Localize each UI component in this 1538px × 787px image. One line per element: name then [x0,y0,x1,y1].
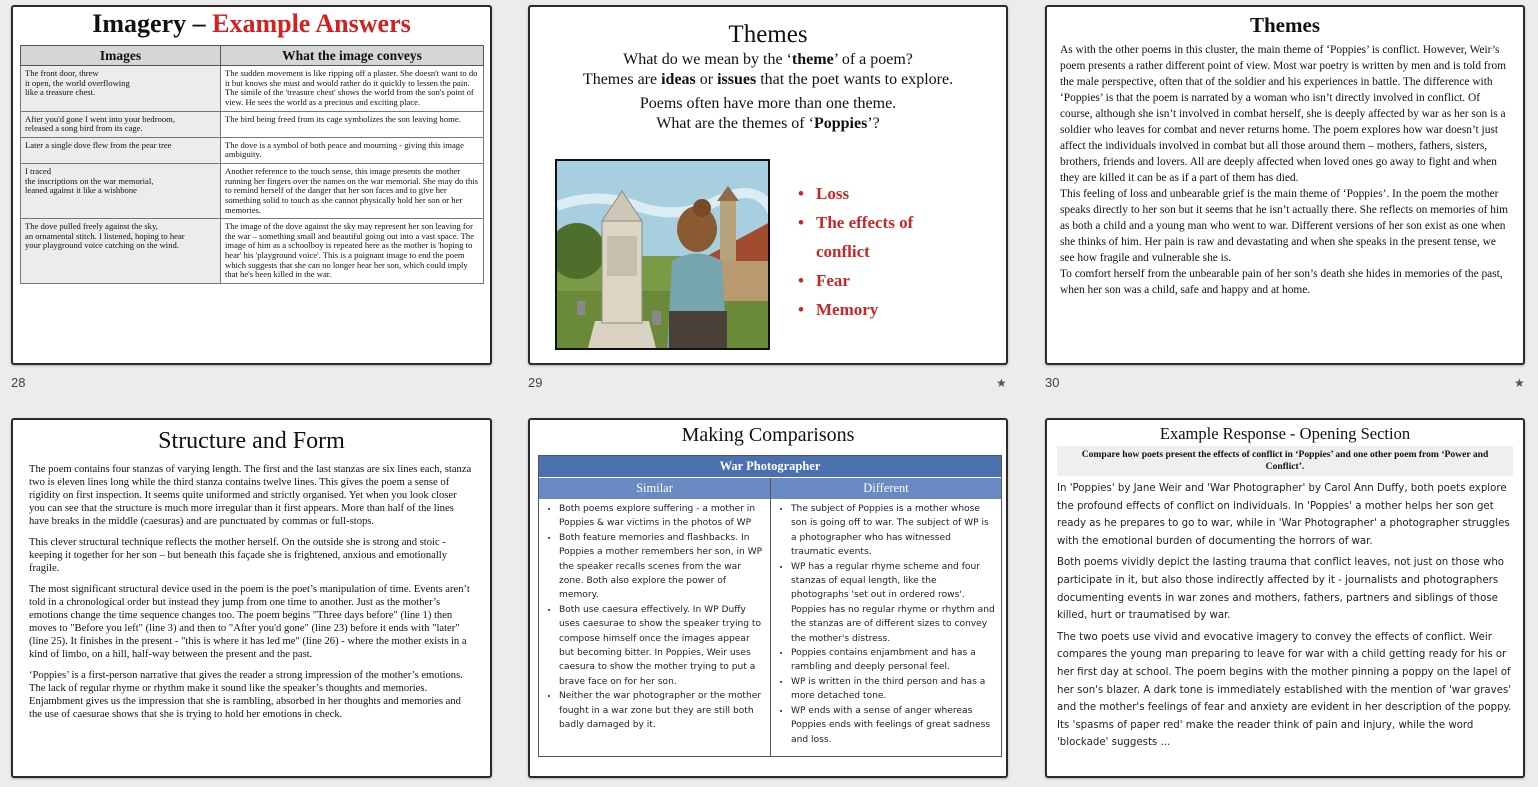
different-item: • The subject of Poppies is a mother whose son is going off to war. The subject of WP is a photographer who has witnessed traumatic events. [791,502,997,560]
paragraph: Both poems vividly depict the lasting trauma that conflict leaves, not just on those who participate in it, but also those indirectly affected by it - journalists and photographers documenting events in war zones and mothers, fathers, partners and siblings of those killed, hurt or traumatised by war. [1057,557,1505,622]
similar-item: • Both poems explore suffering - a mother in Poppies & war victims in the photos of WP [559,502,766,531]
paragraph: This feeling of loss and unbearable grief is the main theme of ‘Poppies’. In the poem the mother speaks directly to her son but it seems that he isn’t actually there. She reflects on memories of him as both a child and a young man who went to war. Different versions of her son exist as one when she thinks of him. Her pain is raw and devastating and when she speaks in the present tense, we see how fragile and vulnerable she is. [1060,188,1509,264]
image-meaning-cell: The bird being freed from its cage symbolizes the son leaving home. [221,111,484,137]
different-item: • Poppies contains enjambment and has a rambling and deeply personal feel. [791,646,997,675]
different-item: • WP ends with a sense of anger whereas Poppies ends with feelings of great sadness and loss. [791,704,997,747]
slide-32[interactable] [528,418,1008,778]
different-item: • WP is written in the third person and has a more detached tone. [791,675,997,704]
slide-number: 29 [528,375,543,390]
paragraph: The two poets use vivid and evocative imagery to convey the effects of conflict. Weir compares the young man preparing to leave for war with a child getting ready for his or her first day at school. The poem begins with the mother pinning a poppy on the lapel of her son's blazer. A dark tone is immediately established with the mention of 'war graves' and the mother's feelings of fear and anxiety are evident in her description of the poppy. Its 'spasms of paper red' make the reader think of pain and injury, while the word 'blockade' suggests ... [1057,631,1512,749]
table-row [21,111,484,137]
image-quote-cell: Later a single dove flew from the pear tree [21,137,221,163]
different-column [770,478,1001,756]
paragraph: As with the other poems in this cluster, the main theme of ‘Poppies’ is conflict. However, Weir’s poem presents a rather different point of view. Most war poetry is written by men and is told from the male perspective, often that of the soldier and his experiences in battle. The difference with ‘Poppies’ is that the poem is narrated by a woman who isn’t directly involved in conflict. Of course, although she isn’t involved in combat herself, she is deeply affected by war as her son is a soldier who leaves for combat and never returns home. The poem explores how war doesn’t just affect the individuals involved in combat but all those around them – mothers, fathers, sisters, brothers, friends and lovers. All are deeply affected when loved ones go away to fight and when they are killed it can be as if a part of them has died. [1060,44,1507,184]
theme-item: • The effects of conflict [798,208,946,266]
theme-item: • Memory [798,295,946,324]
column-header-images: Images [21,46,221,66]
image-meaning-cell: The sudden movement is like ripping off a plaster. She doesn't want to do it but knows she must and would rather do it quickly to lessen the pain. The simile of the 'treasure chest' shows the world from the son's point of view. He sees the world as a precious and exciting place. [221,66,484,112]
slide-title: Themes [1250,13,1320,37]
similar-item: • Neither the war photographer or the mother fought in a war zone but they are still both badly damaged by it. [559,689,766,732]
imagery-table-body [21,66,484,284]
response-text [1047,476,1523,752]
theme-item: • Loss [798,179,946,208]
image-quote-cell: After you'd gone I went into your bedroom, released a song bird from its cage. [21,111,221,137]
comparison-table-title: War Photographer [539,456,1001,478]
slide-title: Example Response - Opening Section [1159,424,1411,443]
similar-column [539,478,770,756]
slide-title: Imagery – Example Answers [92,9,411,38]
table-row [21,219,484,284]
paragraph: In 'Poppies' by Jane Weir and 'War Photographer' by Carol Ann Duffy, both poets explore the profound effects of conflict on individuals. In 'Poppies' a mother helps her son get ready as he prepares to go to war, while in 'War Photographer' a photographer struggles with the emotional burden of documenting the horrors of war. [1057,483,1510,547]
themes-list [798,179,946,324]
image-quote-cell: The dove pulled freely against the sky, an ornamental stitch. I listened, hoping to hear your playground voice catching on the wind. [21,219,221,284]
slide-28[interactable] [11,5,492,365]
slide-title: Structure and Form [158,428,345,454]
war-memorial-illustration [555,159,770,350]
column-header-conveys: What the image conveys [221,46,484,66]
theme-item: • Fear [798,266,946,295]
image-meaning-cell: The image of the dove against the sky may represent her son leaving for the war – something small and beautiful going out into a vast space. The image of him as a schoolboy is repeated here as the mother is 'hoping to hear' his 'playground voice'. This is a poignant image to end the poem which suggests that she can no longer hear her son, which could imply that he's been killed in the war. [221,219,484,284]
image-quote-cell: The front door, threw it open, the world overflowing like a treasure chest. [21,66,221,112]
paragraph: The poem contains four stanzas of varying length. The first and the last stanzas are six lines each, stanza two is eleven lines long while the third stanza contains twelve lines. This gives the poem a sense of rigidity on first inspection. It seems quite uniformed and strictly organised. Yet when you look closer you can see that the structure is much more irregular than it first appears. More than half of the lines have breaks in the middle (caesuras) and are punctuated by commas or full-stops. [29,464,472,527]
question-theme: What do we mean by the ‘theme’ of a poem? [623,51,913,68]
different-header: Different [771,478,1001,499]
imagery-table [20,45,484,284]
table-row [21,66,484,112]
slide-33[interactable] [1045,418,1525,778]
star-icon[interactable]: ★ [996,376,1007,390]
comparison-table [538,455,1002,757]
paragraph: This clever structural technique reflects the mother herself. On the outside she is strong and stoic - keeping it together for her son – but beneath this façade she is frightened, anxious and emotionally fragile. [29,537,448,574]
themes-text [1047,42,1523,298]
exam-question: Compare how poets present the effects of conflict in ‘Poppies’ and one other poem from ‘Power and Conflict’. [1057,446,1513,476]
slide-title: Making Comparisons [681,424,855,446]
similar-header: Similar [539,478,770,499]
paragraph: ‘Poppies’ is a first-person narrative that gives the reader a strong impression of the mother’s emotions. The lack of regular rhyme or rhythm make it sound like the speaker’s thoughts and memories. Enjambment gives us the impression that she is rambling, absorbed in her thoughts and memories and the use of caesurae shows that she is trying to hold her emotions in check. [29,670,463,720]
paragraph: To comfort herself from the unbearable pain of her son’s death she hides in memories of the past, when her son was a child, safe and happy and at home. [1060,268,1503,296]
slide-title: Themes [728,21,808,48]
structure-text [13,463,490,721]
image-meaning-cell: Another reference to the touch sense, this image presents the mother running her fingers over the names on the war memorial. She may do this to remind herself of the danger that her son faces and to give her something solid to touch as she cannot physically hold her son or her memories. [221,164,484,219]
paragraph: The most significant structural device used in the poem is the poet’s manipulation of time. Events aren’t told in a chronological order but instead they jump from one time to another. Just as the mother’s emotions change the time sequence changes too. The poem begins "Three days before" (line 1) then moves to "Before you left" (line 3) and then to "After you'd gone" (line 23) before it ends with "later" (line 25). It finishes in the present - "this is where it has led me" (line 26) - where the mother exists in a kind of limbo, on a hill, half-way between the present and the past. [29,584,470,660]
image-quote-cell: I traced the inscriptions on the war memorial, leaned against it like a wishbone [21,164,221,219]
slide-30[interactable] [1045,5,1525,365]
table-row [21,164,484,219]
similar-item: • Both use caesura effectively. In WP Duffy uses caesurae to show the speaker trying to compose himself once the images appear but becoming bitter. In Poppies, Weir uses caesura to show the mother trying to put a brave face on for her son. [559,603,766,689]
question-poppies: What are the themes of ‘Poppies’? [656,115,880,132]
slide-29[interactable] [528,5,1008,365]
more-themes-line: Poems often have more than one theme. [639,95,897,112]
table-row [21,137,484,163]
different-item: • WP has a regular rhyme scheme and four stanzas of equal length, like the photographs 'set out in ordered rows'. Poppies has no regular rhyme or rhythm and the stanzas are of different sizes to convey the mother's distress. [791,560,997,646]
slide-number: 30 [1045,375,1060,390]
image-meaning-cell: The dove is a symbol of both peace and mourning - giving this image ambiguity. [221,137,484,163]
similar-item: • Both feature memories and flashbacks. In Poppies a mother remembers her son, in WP the speaker recalls scenes from the war zone. Both also explore the power of memory. [559,531,766,603]
definition-line: Themes are ideas or issues that the poet wants to explore. [582,71,954,88]
slide-number: 28 [11,375,26,390]
slide-31[interactable] [11,418,492,778]
star-icon[interactable]: ★ [1514,376,1525,390]
